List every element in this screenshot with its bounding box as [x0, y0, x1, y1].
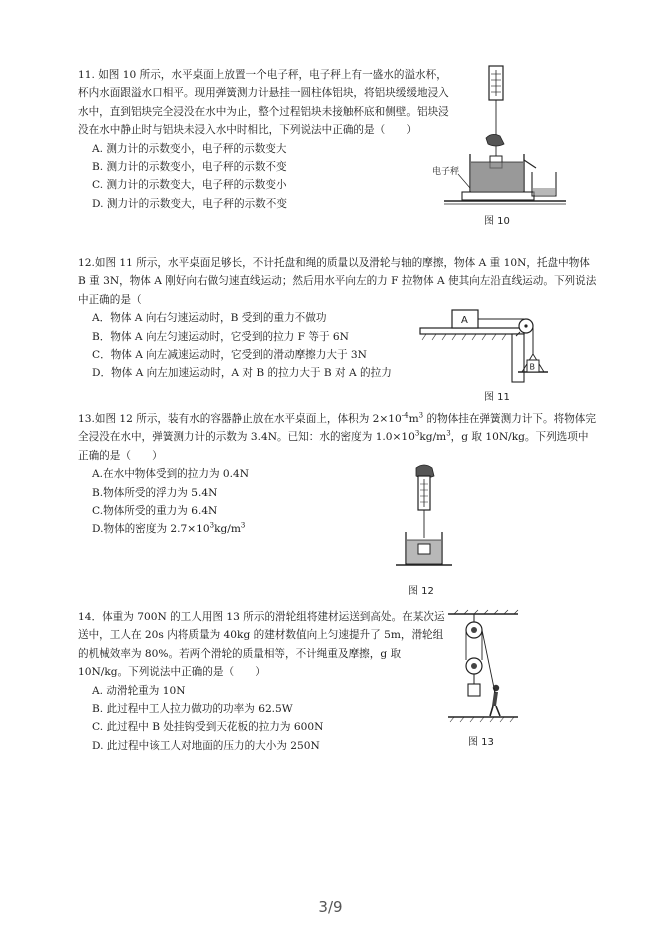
- question-13-option-d-sup-2: 3: [240, 521, 246, 530]
- question-13-stem-part-4: kg/m: [419, 431, 447, 444]
- question-14-option-b: B. 此过程中工人拉力做功的功率为 62.5W: [92, 703, 293, 716]
- question-13-stem-sup-4: 3: [446, 429, 451, 438]
- question-13-stem-sup-3: 3: [414, 429, 420, 438]
- figure-13-caption: 图 13: [468, 737, 494, 748]
- figure-11: [418, 306, 558, 386]
- question-14-option-d: D. 此过程中该工人对地面的压力的大小为 250N: [92, 739, 320, 752]
- figure-11-label-a: A: [461, 315, 468, 326]
- question-13-stem-sup-2: 3: [418, 411, 424, 420]
- question-13-option-b: B.物体所受的浮力为 5.4N: [92, 486, 218, 499]
- question-13-option-c: C.物体所受的重力为 6.4N: [92, 505, 218, 518]
- question-13-option-d-part-1: D.物体的密度为 2.7×10: [92, 523, 210, 536]
- question-13-option-d-sup-1: 3: [209, 521, 215, 530]
- question-13-option-d-part-2: kg/m: [214, 523, 241, 536]
- figure-10-scale-label: 电子秤: [432, 167, 460, 177]
- figure-12-caption: 图 12: [408, 586, 434, 597]
- question-13-stem-part-3: 的物体挂在弹簧测力计下。将物体完全浸没在水中，弹簧测力计的示数为 3.4N。已知：水的密度为 1.0×10: [78, 413, 596, 444]
- question-11: [78, 66, 450, 213]
- question-12-option-d: D．物体 A 向左加速运动时，A 对 B 的拉力大于 B 对 A 的拉力: [92, 367, 392, 380]
- question-11-option-a: A. 测力计的示数变小，电子秤的示数变大: [92, 142, 287, 155]
- question-13-option-d: [78, 520, 378, 538]
- question-14-option-a: A. 动滑轮重为 10N: [92, 684, 186, 697]
- page-number: 3/9: [318, 898, 343, 916]
- question-13-stem-part-1: 13.如图 12 所示，装有水的容器静止放在水平桌面上，体积为 2×10: [78, 413, 402, 425]
- question-13-stem-part-5: ，g 取 10N/kg。下列选项中正确的是（ ）: [78, 431, 589, 462]
- figure-11-label-b: B: [529, 362, 535, 372]
- question-13: [78, 410, 598, 539]
- question-11-option-b: B. 测力计的示数变小，电子秤的示数不变: [92, 161, 287, 174]
- question-11-option-c: C. 测力计的示数变大，电子秤的示数变小: [92, 179, 287, 192]
- question-12-option-a: A．物体 A 向右匀速运动时，B 受到的重力不做功: [92, 312, 327, 325]
- question-13-stem-part-2: m: [408, 413, 419, 425]
- question-12-stem: 12.如图 11 所示，水平桌面足够长，不计托盘和绳的质量以及滑轮与轴的摩擦，物体 A 重 10N，托盘中物体 B 重 3N，物体 A 刚好向右做匀速直线运动；然后用水平向左的力 F 拉物体 A 使其向左沿直线运动。下列说法中正确的是（: [78, 257, 597, 306]
- question-11-option-d: D. 测力计的示数变大，电子秤的示数不变: [92, 197, 287, 210]
- question-12-option-c: C．物体 A 向左减速运动时，它受到的滑动摩擦力大于 3N: [92, 349, 367, 362]
- question-14-stem: 14．体重为 700N 的工人用图 13 所示的滑轮组将建材运送到高处。在某次运送中，工人在 20s 内将质量为 40kg 的建材数值向上匀速提升了 5m，滑轮组的机械效率为 80%。若两个滑轮的质量相等，不计绳重及摩擦，g 取 10N/kg。下列说法中正确的是（ ）: [78, 611, 445, 679]
- question-13-option-a: A.在水中物体受到的拉力为 0.4N: [92, 468, 250, 481]
- figure-10: [432, 64, 570, 210]
- figure-12: [394, 464, 454, 570]
- question-13-stem-sup-1: -4: [401, 411, 409, 420]
- question-13-stem: [78, 410, 598, 465]
- figure-11-caption: 图 11: [484, 392, 510, 403]
- question-12-option-b: B．物体 A 向左匀速运动时，它受到的拉力 F 等于 6N: [92, 330, 349, 343]
- question-11-stem: 11. 如图 10 所示，水平桌面上放置一个电子秤，电子秤上有一盛水的溢水杯，杯内水面跟溢水口相平。现用弹簧测力计悬挂一圆柱体铝块，将铝块缓缓地浸入水中，直到铝块完全浸没在水中为止，整个过程铝块未接触杯底和侧壁。铝块浸没在水中静止时与铝块未浸入水中时相比，下列说法中正确的是（ ）: [78, 69, 449, 137]
- question-14-option-c: C. 此过程中 B 处挂钩受到天花板的拉力为 600N: [92, 721, 324, 734]
- question-14: [78, 608, 450, 755]
- figure-10-caption: 图 10: [484, 216, 510, 227]
- figure-13: [444, 608, 524, 724]
